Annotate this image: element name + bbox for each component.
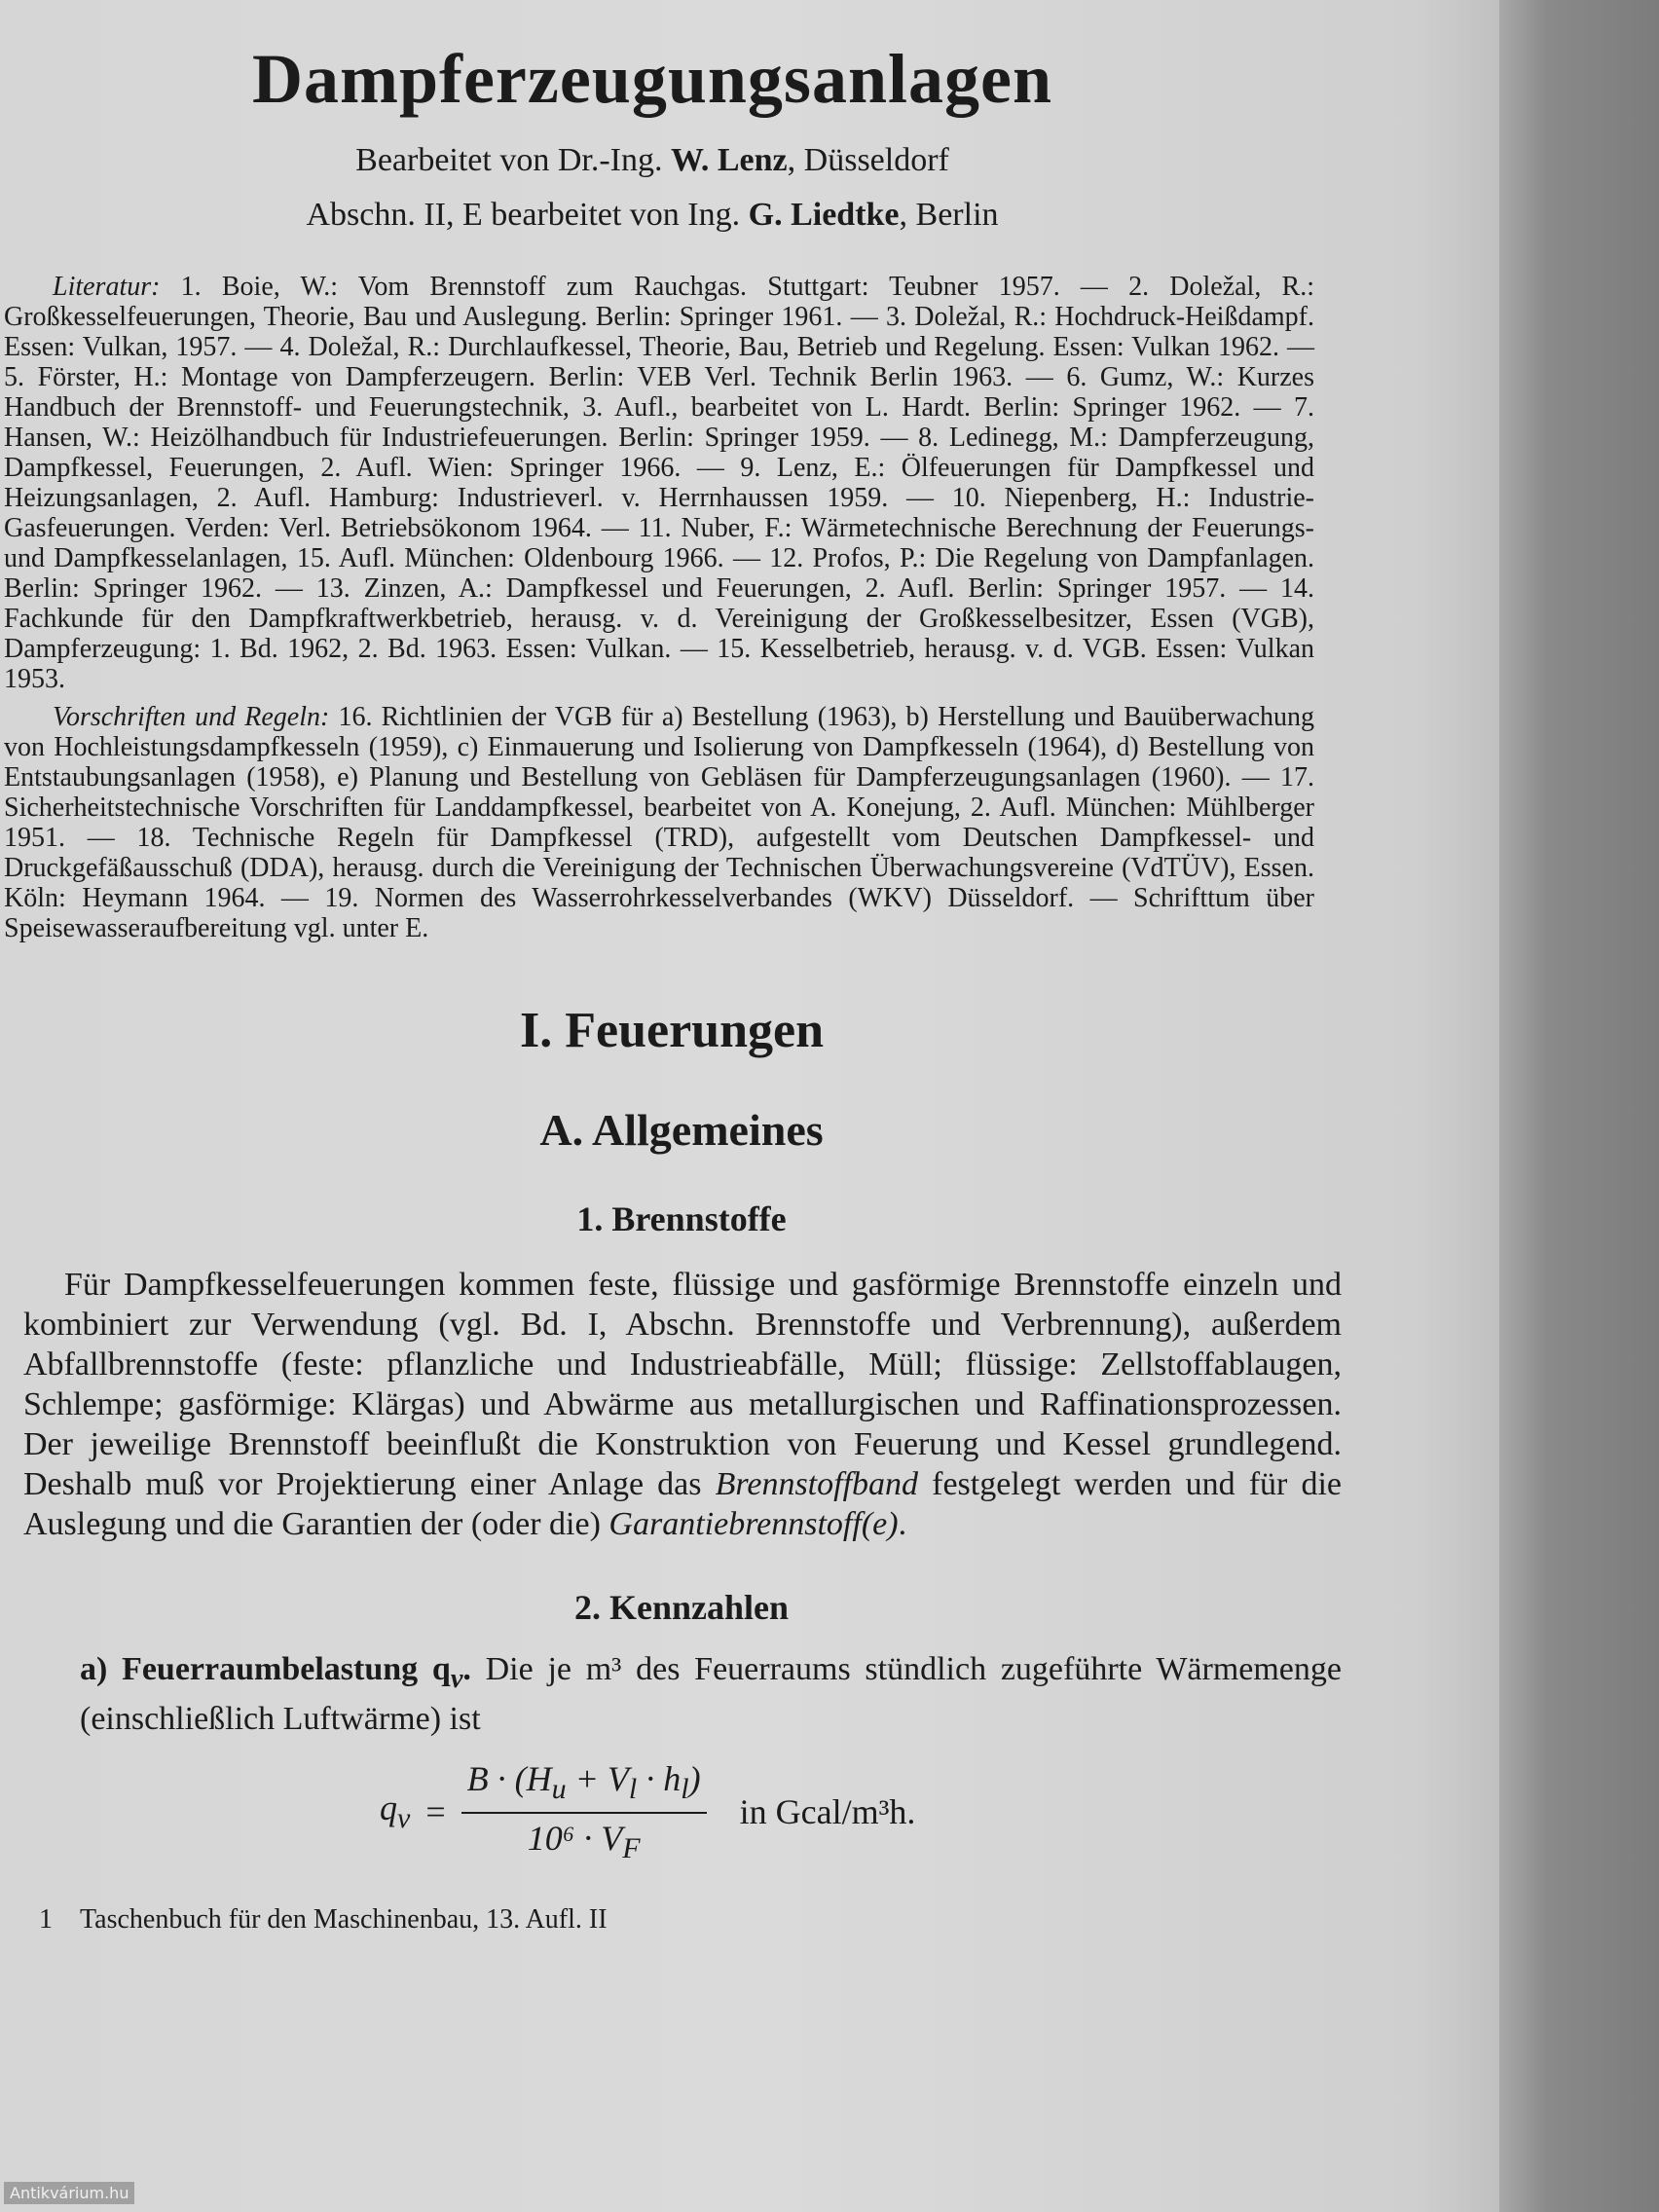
formula-numerator: $B \cdot (H_u + V_l \cdot h_l)$ [461,1758,707,1814]
term-feuerraumbelastung: a) Feuerraumbelastung $q_v$. [80,1651,471,1694]
footnote-text: Taschenbuch für den Maschinenbau, 13. Aufl. II [80,1904,608,1936]
footnote [39,1904,1519,1936]
bibliography [0,272,1509,943]
brennstoffe-paragraph: Für Dampfkesselfeuerungen kommen feste, flüssige und gasförmige Brennstoffe einzeln und kombiniert zur Verwendung (vgl. Bd. I, Abschn. Brennstoffe und Verbrennung), außerdem Abfallbrennstoffe (feste: pflanzliche und Industrieabfälle, Müll; flüssige: Zellstoffablaugen, Schlempe; gasförmige: Klärgas) und Abwärme aus metallurgischen und Raffinationsprozessen. Der jeweilige Brennstoff beeinflußt die Konstruktion von Feuerung und Kessel grundlegend. Deshalb muß vor Projektierung einer Anlage das Brennstoffband festgelegt werden und für die Auslegung und die Garantien der (oder die) Garantiebrennstoff(e). [23,1267,1342,1542]
page-content [0,39,1519,1936]
byline-author: Bearbeitet von Dr.-Ing. W. Lenz, Düsseldorf [355,142,949,178]
formula-denominator: $10^6 \cdot V_F$ [527,1818,641,1865]
watermark: Antikvárium.hu [4,2182,134,2204]
section-heading: A. Allgemeines [539,1105,824,1155]
formula-fraction [461,1758,707,1865]
regulations-text: 16. Richtlinien der VGB für a) Bestellung (1963), b) Herstellung und Bauüberwachung von Hochleistungsdampfkesseln (1959), c) Einmauerung und Isolierung von Dampfkesseln (1964), d) Bestellung von Entstaubungsanlagen (1958), e) Planung und Bestellung von Gebläsen für Dampferzeugungsanlagen (1960). — 17. Sicherheitstechnische Vorschriften für Landdampfkessel, bearbeitet von A. Konejung, 2. Aufl. München: Mühlberger 1951. — 18. Technische Regeln für Dampfkessel (TRD), aufgestellt vom Deutschen Dampfkessel- und Druckgefäßausschuß (DDA), herausg. durch die Vereinigung der Technischen Überwachungsvereine (VdTÜV), Essen. Köln: Heymann 1964. — 19. Normen des Wasserrohrkesselverbandes (WKV) Düsseldorf. — Schrifttum über Speisewasseraufbereitung vgl. unter E. [4,702,1314,943]
subsection-heading-kennzahlen: 2. Kennzahlen [573,1588,790,1627]
footnote-number: 1 [39,1904,53,1936]
regulations-list [4,702,1314,943]
chapter-heading: I. Feuerungen [520,1003,824,1058]
page-title: Dampferzeugungsanlagen [251,40,1052,118]
page-edge-shadow [1499,0,1659,2212]
formula-unit: in Gcal/m³h. [739,1791,916,1831]
kennzahlen-paragraph: a) Feuerraumbelastung $q_v$. Die je m³ des Feuerraums stündlich zugeführte Wärmemenge (einschließlich Luftwärme) ist [80,1651,1342,1737]
literature-text: 1. Boie, W.: Vom Brennstoff zum Rauchgas. Stuttgart: Teubner 1957. — 2. Doležal, R.: Großkesselfeuerungen, Theorie, Bau und Auslegung. Berlin: Springer 1961. — 3. Doležal, R.: Hochdruck-Heißdampf. Essen: Vulkan, 1957. — 4. Doležal, R.: Durchlaufkessel, Theorie, Bau, Betrieb und Regelung. Essen: Vulkan 1962. — 5. Förster, H.: Montage von Dampferzeugern. Berlin: VEB Verl. Technik Berlin 1963. — 6. Gumz, W.: Kurzes Handbuch der Brennstoff- und Feuerungstechnik, 3. Aufl., bearbeitet von L. Hardt. Berlin: Springer 1962. — 7. Hansen, W.: Heizölhandbuch für Industriefeuerungen. Berlin: Springer 1959. — 8. Ledinegg, M.: Dampferzeugung, Dampfkessel, Feuerungen, 2. Aufl. Wien: Springer 1966. — 9. Lenz, E.: Ölfeuerungen für Dampfkessel und Heizungsanlagen, 2. Aufl. Hamburg: Industrieverl. v. Herrnhaussen 1959. — 10. Niepenberg, H.: Industrie-Gasfeuerungen. Verden: Verl. Betriebsökonom 1964. — 11. Nuber, F.: Wärmetechnische Berechnung der Feuerungs- und Dampfkesselanlagen, 15. Aufl. München: Oldenbourg 1966. — 12. Profos, P.: Die Regelung von Dampfanlagen. Berlin: Springer 1962. — 13. Zinzen, A.: Dampfkessel und Feuerungen, 2. Aufl. Berlin: Springer 1957. — 14. Fachkunde für den Dampfkraftwerkbetrieb, herausg. v. d. Vereinigung der Großkesselbesitzer, Essen (VGB), Dampferzeugung: 1. Bd. 1962, 2. Bd. 1963. Essen: Vulkan. — 15. Kesselbetrieb, herausg. v. d. VGB. Essen: Vulkan 1953. [4,272,1314,694]
byline-coauthor: Abschn. II, E bearbeitet von Ing. G. Liedtke, Berlin [306,197,999,233]
subsection-heading-brennstoffe: 1. Brennstoffe [576,1199,787,1238]
regulations-label: Vorschriften und Regeln: [53,702,330,732]
literature-label: Literatur: [53,272,161,302]
literature-list [4,272,1314,694]
formula-qv: $q_v$ = $\frac{B \cdot (H_u + V_l \cdot h_l)}{10^6 \cdot V_F}$ in Gcal/m³h. [380,1758,916,1865]
